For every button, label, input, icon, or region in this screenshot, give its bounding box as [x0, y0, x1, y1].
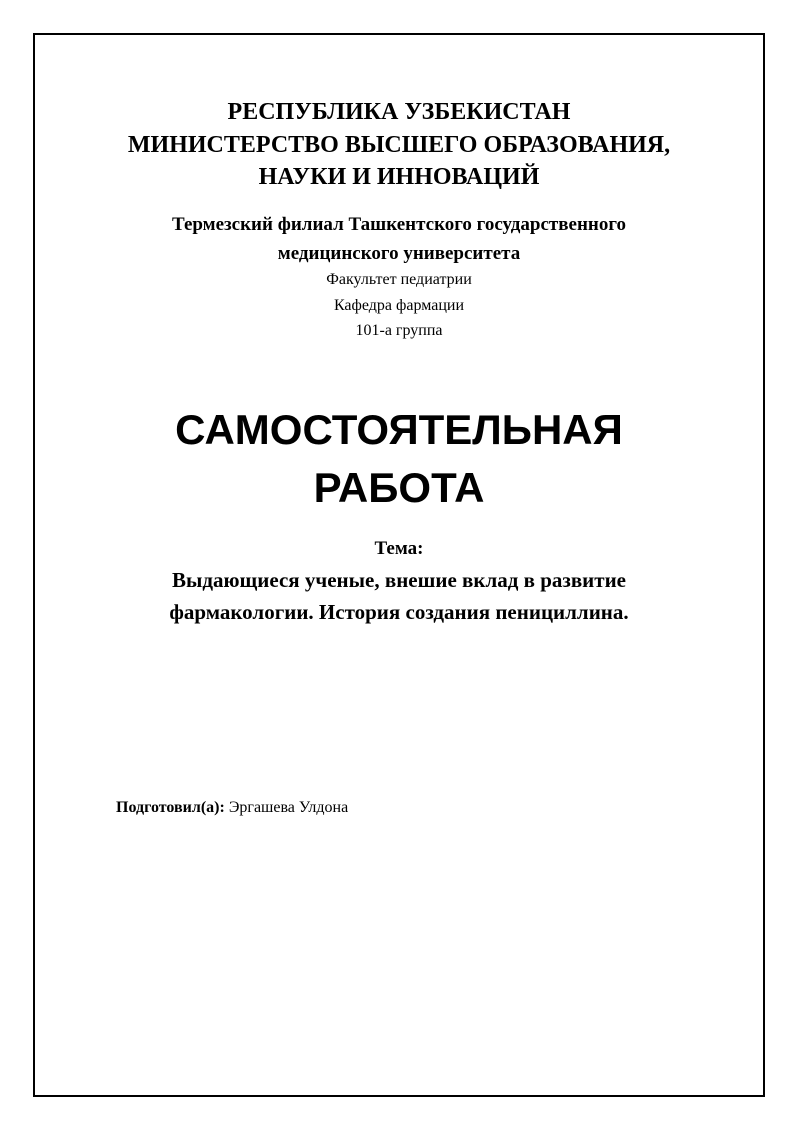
author-label: Подготовил(а): — [116, 799, 225, 816]
topic-text-line2: фармакологии. История создания пенициллина. — [169, 600, 629, 624]
ministry-heading-line1: МИНИСТЕРСТВО ВЫСШЕГО ОБРАЗОВАНИЯ, — [127, 132, 671, 158]
document-title-line2: РАБОТА — [313, 464, 485, 511]
document-title-line1: САМОСТОЯТЕЛЬНАЯ — [175, 406, 623, 453]
ministry-heading-line2: НАУКИ И ИННОВАЦИЙ — [258, 164, 540, 190]
institution-name-line1: Термезский филиал Ташкентского государственного — [172, 214, 626, 235]
topic-text-line1: Выдающиеся ученые, внешие вклад в развитие — [171, 568, 627, 592]
author-line — [116, 796, 348, 820]
topic-label: Тема: — [374, 538, 424, 559]
department-text: Кафедра фармации — [333, 297, 465, 314]
faculty-text: Факультет педиатрии — [326, 271, 472, 288]
group-text: 101-а группа — [355, 322, 443, 339]
author-name: Эргашева Улдона — [228, 799, 349, 816]
institution-name-line2: медицинского университета — [277, 243, 521, 264]
country-heading: РЕСПУБЛИКА УЗБЕКИСТАН — [227, 99, 571, 125]
